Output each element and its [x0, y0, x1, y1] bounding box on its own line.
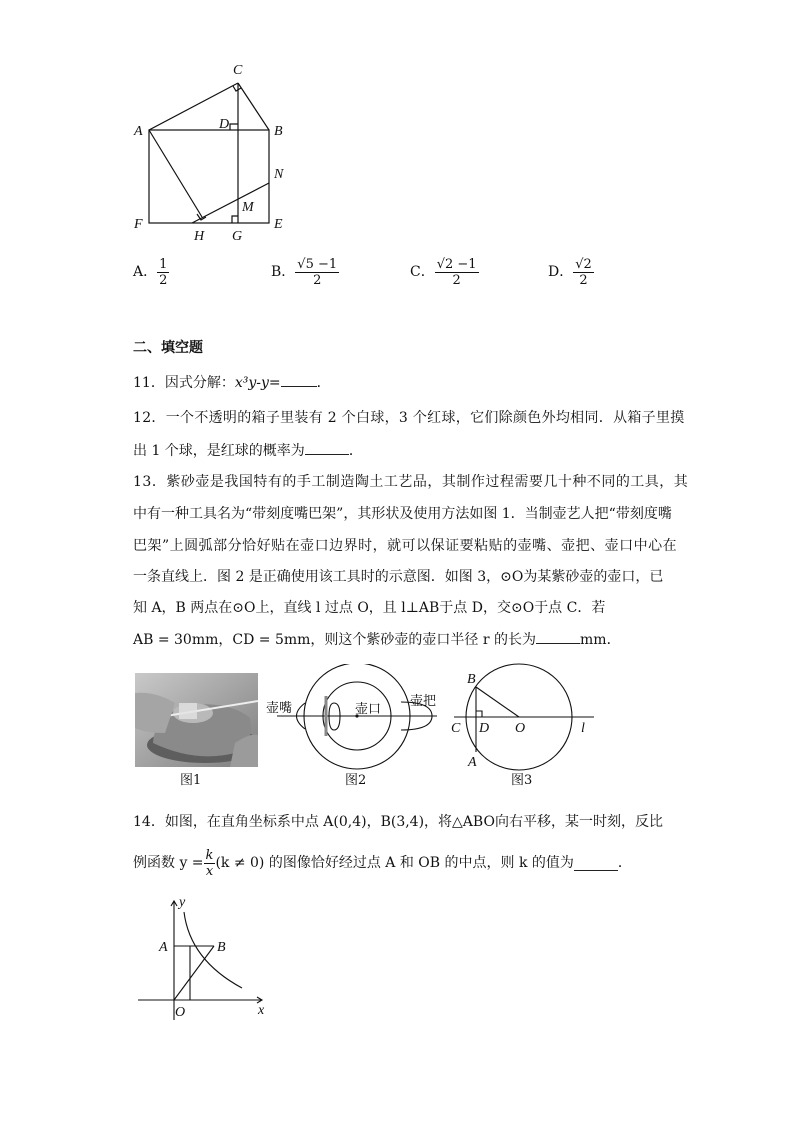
- q13-line4: 一条直线上．图 2 是正确使用该工具时的示意图．如图 3，⊙O为某紫砂壶的壶口，已: [133, 569, 664, 585]
- q13-line6-suffix: mm．: [580, 632, 621, 648]
- label-mouth: 壶口: [355, 701, 382, 716]
- q13-line5: 知 A，B 两点在⊙O上，直线 l 过点 O，且 l⊥AB于点 D，交⊙O于点 C．若: [133, 600, 606, 616]
- segment-AH: [149, 130, 202, 217]
- q14-line2-suffix: ．: [617, 855, 632, 871]
- q13-line1: 13．紫砂壶是我国特有的手工制造陶土工艺品，其制作过程需要几十种不同的工具，其: [133, 474, 689, 490]
- q13-line6: [133, 629, 621, 650]
- circle-geometry-fig3: [446, 661, 601, 771]
- q13-line3: 巴架”上圆弧部分恰好贴在壶口边界时，就可以保证要粘贴的壶嘴、壶把、壶口中心在: [133, 538, 678, 554]
- q14-fraction: [204, 848, 216, 879]
- label-M: M: [242, 200, 254, 215]
- label-x: x: [258, 1003, 265, 1018]
- label-B: B: [274, 124, 283, 139]
- option-b-letter: B．: [271, 264, 296, 280]
- option-c-fraction: [435, 257, 479, 288]
- option-c-denominator: 2: [452, 272, 461, 288]
- q14-fraction-numerator: k: [205, 847, 214, 863]
- question-11: [133, 372, 331, 393]
- q14-line2: [133, 846, 632, 880]
- option-a-denominator: 2: [159, 272, 168, 288]
- label-H: H: [194, 229, 205, 244]
- section-title: 二、填空题: [133, 340, 203, 356]
- q12-line1: 12．一个不透明的箱子里装有 2 个白球，3 个红球，它们除颜色外均相同．从箱子里摸: [133, 410, 685, 426]
- option-a[interactable]: [133, 256, 169, 288]
- label-E: E: [274, 217, 283, 232]
- q12-answer-blank[interactable]: [305, 440, 349, 455]
- label-O: O: [515, 721, 526, 736]
- label-A: A: [468, 755, 477, 770]
- option-a-letter: A．: [133, 264, 158, 280]
- q13-answer-blank[interactable]: [536, 629, 580, 644]
- label-B: B: [217, 940, 226, 955]
- q11-expression: x³y-y=: [234, 375, 281, 391]
- option-b-numerator: √5 −1: [297, 256, 338, 272]
- coordinate-figure-q14: [130, 890, 275, 1020]
- q14-line2-mid: (k ≠ 0) 的图像恰好经过点 A 和 OB 的中点，则 k 的值为: [215, 855, 574, 871]
- label-F: F: [134, 217, 143, 232]
- label-l: l: [581, 721, 585, 736]
- q12-line2-prefix: 出 1 个球，是红球的概率为: [133, 443, 305, 459]
- label-O: O: [175, 1005, 186, 1020]
- geometry-figure-q10: [120, 55, 310, 250]
- teapot-photo: [135, 673, 258, 767]
- q14-fraction-denominator: x: [205, 863, 214, 879]
- option-d-numerator: √2: [575, 256, 592, 272]
- label-y: y: [179, 895, 186, 910]
- label-A: A: [159, 940, 168, 955]
- option-b-denominator: 2: [313, 272, 322, 288]
- q12-line2-suffix: ．: [348, 443, 363, 459]
- option-a-fraction: [157, 257, 169, 288]
- label-C: C: [233, 63, 243, 78]
- label-N: N: [274, 167, 284, 182]
- option-c-letter: C．: [410, 264, 435, 280]
- option-b-fraction: [295, 257, 339, 288]
- label-D: D: [479, 721, 490, 736]
- hyperbola-curve: [184, 912, 242, 988]
- q11-prefix: 11．因式分解：: [133, 375, 235, 391]
- tool-schematic-fig2: [262, 664, 452, 774]
- right-angle-D: [230, 124, 238, 130]
- label-A: A: [134, 124, 143, 139]
- option-a-numerator: 1: [159, 256, 168, 272]
- q14-line1: 14．如图，在直角坐标系中点 A(0,4)，B(3,4)，将△ABO向右平移，某一时刻，反比: [133, 814, 663, 830]
- label-handle: 壶把: [410, 693, 437, 708]
- option-d-letter: D．: [548, 264, 574, 280]
- option-c[interactable]: [410, 256, 479, 288]
- segment-HN: [192, 183, 269, 223]
- right-angle-D: [476, 711, 482, 717]
- label-C: C: [451, 721, 461, 736]
- q12-line2: [133, 440, 363, 461]
- q13-line2: 中有一种工具名为“带刻度嘴巴架”，其形状及使用方法如图 1．当制壶艺人把“带刻度嘴: [133, 506, 672, 522]
- label-G: G: [232, 229, 243, 244]
- caption-fig1: 图1: [180, 773, 202, 788]
- caption-fig2: 图2: [345, 773, 367, 788]
- right-angle-G: [232, 216, 238, 223]
- segment-OB: [174, 946, 214, 1000]
- q14-line2-prefix: 例函数 y =: [133, 855, 204, 871]
- option-b[interactable]: [271, 256, 339, 288]
- option-d-fraction: [573, 257, 594, 288]
- q11-answer-blank[interactable]: [281, 372, 317, 387]
- label-spout: 壶嘴: [266, 700, 293, 715]
- option-c-numerator: √2 −1: [436, 256, 477, 272]
- label-B: B: [467, 672, 476, 687]
- option-d[interactable]: [548, 256, 594, 288]
- q14-answer-blank[interactable]: [574, 856, 618, 871]
- q11-suffix: ．: [316, 375, 331, 391]
- q13-line6-prefix: AB = 30mm，CD = 5mm，则这个紫砂壶的壶口半径 r 的长为: [133, 632, 537, 648]
- caption-fig3: 图3: [511, 773, 533, 788]
- option-d-denominator: 2: [579, 272, 588, 288]
- segment-CB: [238, 83, 269, 130]
- label-D: D: [219, 117, 230, 132]
